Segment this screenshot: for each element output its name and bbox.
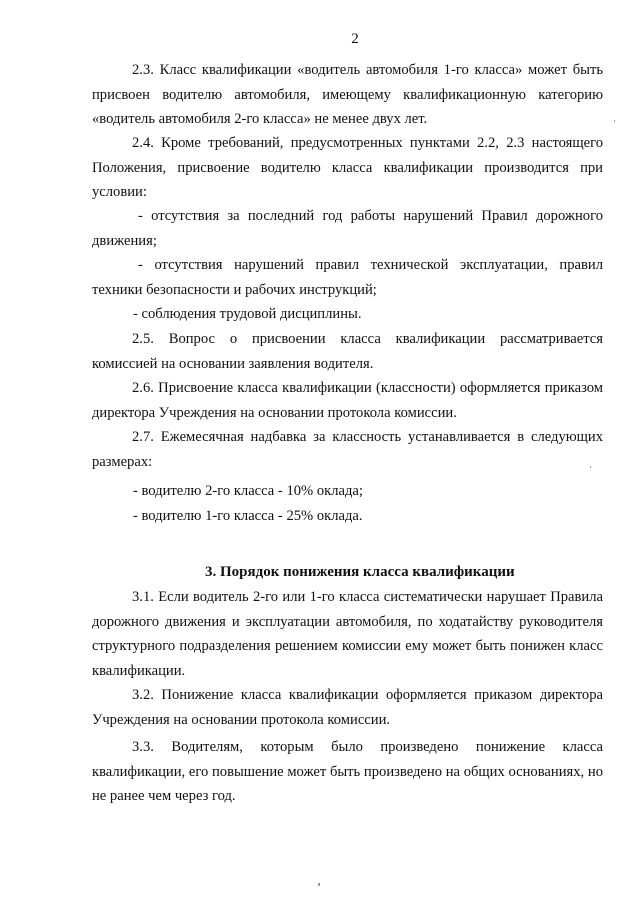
list-item-technical-rules: - отсутствия нарушений правил технической эксплуатации, правил техники безопасности и рабочих инструкций; [92,257,603,298]
paragraph-3-3: 3.3. Водителям, которым было произведено понижение класса квалификации, его повышение может быть произведено на общих основаниях, но не ранее чем через год. [92,739,603,804]
list-item-class-1-bonus: - водителю 1-го класса - 25% оклада. [133,508,363,524]
list-item-class-2-bonus: - водителю 2-го класса - 10% оклада; [133,483,363,499]
paragraph-2-4: 2.4. Кроме требований, предусмотренных пунктами 2.2, 2.3 настоящего Положения, присвоение водителю класса квалификации производится при условии: [92,135,603,200]
scan-dust-mark [614,120,615,122]
scan-dust-mark [318,883,320,886]
section-3-heading: 3. Порядок понижения класса квалификации [205,564,515,580]
page-number: 2 [351,31,359,47]
scan-dust-mark [590,466,591,468]
paragraph-2-6: 2.6. Присвоение класса квалификации (классности) оформляется приказом директора Учреждения на основании протокола комиссии. [92,380,603,421]
paragraph-2-3: 2.3. Класс квалификации «водитель автомобиля 1-го класса» может быть присвоен водителю автомобиля, имеющему квалификационную категорию «водитель автомобиля 2-го класса» не менее двух лет. [92,62,603,127]
paragraph-2-7: 2.7. Ежемесячная надбавка за классность устанавливается в следующих размерах: [92,429,603,470]
paragraph-3-2: 3.2. Понижение класса квалификации оформляется приказом директора Учреждения на основании протокола комиссии. [92,687,603,728]
paragraph-3-1: 3.1. Если водитель 2-го или 1-го класса систематически нарушает Правила дорожного движения и эксплуатации автомобиля, по ходатайству руководителя структурного подразделения решением комиссии ему может быть понижен класс квалификации. [92,589,603,679]
paragraph-2-5: 2.5. Вопрос о присвоении класса квалификации рассматривается комиссией на основании заявления водителя. [92,331,603,372]
list-item-no-violations: - отсутствия за последний год работы нарушений Правил дорожного движения; [92,208,603,249]
list-item-labor-discipline: - соблюдения трудовой дисциплины. [133,306,362,322]
